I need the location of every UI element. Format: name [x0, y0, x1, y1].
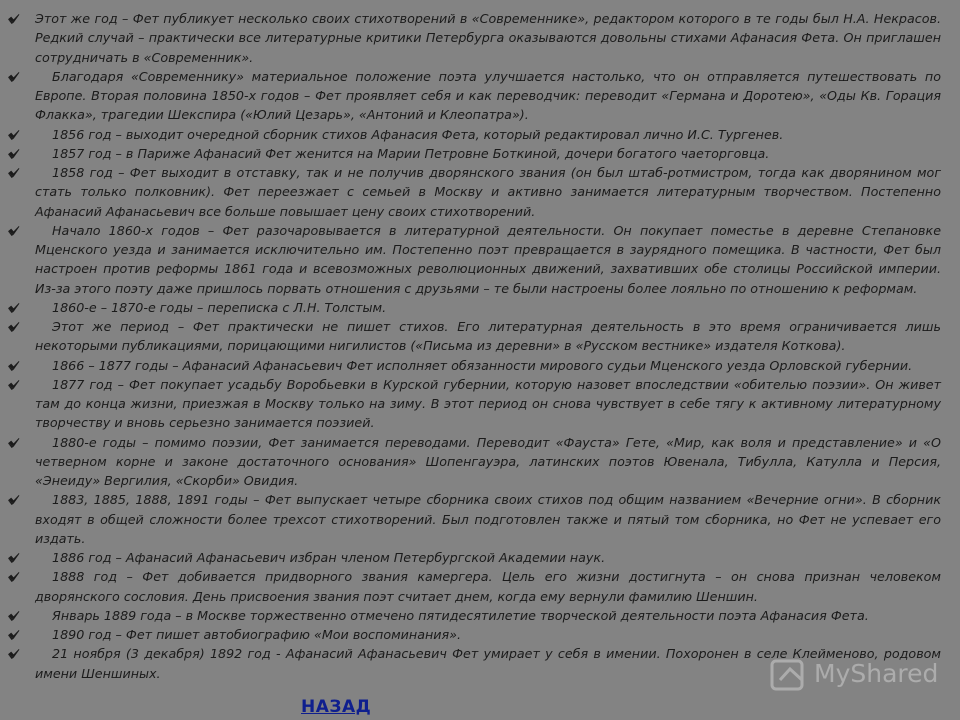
list-item-text: 1858 год – Фет выходит в отставку, так и не получив дворянского звания (он был штаб-ротмистром, тогда как дворянином мог стать только полковник). Фет переезжает с семьей в Москву и активно занимается литературным творчеством. Постепенно Афанасий Афанасьевич все больше повышает цену своих стихотворений. [35, 165, 941, 219]
arrow-bullet-icon [6, 163, 22, 182]
list-item [6, 375, 941, 433]
list-item-text: 1880-е годы – помимо поэзии, Фет занимается переводами. Переводит «Фауста» Гете, «Мир, как воля и представление» и «О четверном корне и законе достаточного основания» Шопенгауэра, латинских поэтов Ювенала, Тибулла, Катулла и Персия, «Энеиду» Вергилия, «Скорби» Овидия. [35, 434, 941, 488]
list-item-text: Благодаря «Современнику» материальное положение поэта улучшается настолько, что он отправляется путешествовать по Европе. Вторая половина 1850-х годов – Фет проявляет себя и как переводчик: переводит «Германа и Доротею», «Оды Кв. Горация Флакка», трагедии Шекспира («Юлий Цезарь», «Антоний и Клеопатра»). [35, 68, 941, 123]
list-item-text: Январь 1889 года – в Москве торжественно отмечено пятидесятилетие творческой деятельности поэта Афанасия Фета. [52, 607, 869, 623]
list-item-text: Этот же год – Фет публикует несколько своих стихотворений в «Современнике», редактором которого в те годы был Н.А. Некрасов. Редкий случай – практически все литературные критики Петербурга оказываются довольны стихами Афанасия Фета. Он приглашен сотрудничать в «Современник». [35, 11, 941, 65]
list-item [6, 625, 941, 644]
arrow-bullet-icon [6, 548, 22, 567]
list-item-text: 1860-е – 1870-е годы – переписка с Л.Н. Толстым. [52, 299, 387, 315]
list-item-text: 1888 год – Фет добивается придворного звания камергера. Цель его жизни достигнута – он снова признан человеком дворянского сословия. День присвоения звания поэт считает днем, когда ему вернули фамилию Шеншин. [35, 569, 941, 604]
list-item [6, 9, 941, 67]
arrow-bullet-icon [6, 375, 22, 394]
list-item-text: 21 ноября (3 декабря) 1892 год - Афанасий Афанасьевич Фет умирает у себя в имении. Похоронен в селе Клейменово, родовом имени Шеншиных. [35, 646, 941, 681]
list-item [6, 67, 941, 125]
list-item [6, 317, 941, 356]
arrow-bullet-icon [6, 490, 22, 509]
back-link[interactable]: НАЗАД [301, 697, 372, 717]
arrow-bullet-icon [6, 317, 22, 336]
biography-list [6, 9, 941, 683]
list-item-text: 1877 год – Фет покупает усадьбу Воробьевки в Курской губернии, которую назовет впоследствии «обителью поэзии». Он живет там до конца жизни, приезжая в Москву только на зиму. В этот период он снова чувствует в себе тягу к активному литературному творчеству и вновь серьезно занимается поэзией. [35, 376, 941, 431]
list-item-text: 1866 – 1877 годы – Афанасий Афанасьевич Фет исполняет обязанности мирового судьи Мценского уезда Орловской губернии. [52, 357, 913, 373]
arrow-bullet-icon [6, 644, 22, 663]
myshared-logo-icon [770, 658, 810, 692]
arrow-bullet-icon [6, 125, 22, 144]
list-item [6, 567, 941, 606]
arrow-bullet-icon [6, 144, 22, 163]
arrow-bullet-icon [6, 356, 22, 375]
list-item-text: 1857 год – в Париже Афанасий Фет женится на Марии Петровне Боткиной, дочери богатого чаеторговца. [52, 145, 770, 161]
list-item [6, 125, 941, 144]
list-item-text: Этот же период – Фет практически не пишет стихов. Его литературная деятельность в это время ограничивается лишь некоторыми публикациями, порицающими нигилистов («Письма из деревни» в «Русском вестнике» издателя Коткова). [35, 319, 941, 354]
list-item [6, 356, 941, 375]
list-item [6, 490, 941, 548]
list-item-text: 1856 год – выходит очередной сборник стихов Афанасия Фета, который редактировал лично И.С. Тургенев. [52, 126, 784, 142]
list-item [6, 163, 941, 221]
list-item [6, 606, 941, 625]
arrow-bullet-icon [6, 298, 22, 317]
watermark-text: MyShared [814, 659, 939, 688]
arrow-bullet-icon [6, 567, 22, 586]
list-item-text: 1890 год – Фет пишет автобиографию «Мои воспоминания». [52, 627, 462, 642]
list-item [6, 221, 941, 298]
list-item [6, 144, 941, 163]
list-item [6, 298, 941, 317]
arrow-bullet-icon [6, 433, 22, 452]
list-item-text: 1886 год – Афанасий Афанасьевич избран членом Петербургской Академии наук. [52, 550, 606, 565]
arrow-bullet-icon [6, 606, 22, 625]
arrow-bullet-icon [6, 221, 22, 240]
arrow-bullet-icon [6, 9, 22, 28]
arrow-bullet-icon [6, 625, 22, 644]
list-item-text: Начало 1860-х годов – Фет разочаровывается в литературной деятельности. Он покупает поместье в деревне Степановке Мценского уезда и занимается исключительно им. Постепенно поэт превращается в заурядного помещика. В частности, Фет был настроен против реформы 1861 года и всевозможных революционных движений, захвативших обе столицы Российской империи. Из-за этого поэту даже пришлось порвать отношения с друзьями – те были настроены более лояльно по отношению к реформам. [35, 222, 941, 296]
list-item-text: 1883, 1885, 1888, 1891 годы – Фет выпускает четыре сборника своих стихов под общим названием «Вечерние огни». В сборник входят в общей сложности более трехсот стихотворений. Был подготовлен также и пятый том сборника, но Фет не успевает его издать. [35, 492, 941, 546]
arrow-bullet-icon [6, 67, 22, 86]
list-item [6, 433, 941, 491]
list-item [6, 548, 941, 567]
